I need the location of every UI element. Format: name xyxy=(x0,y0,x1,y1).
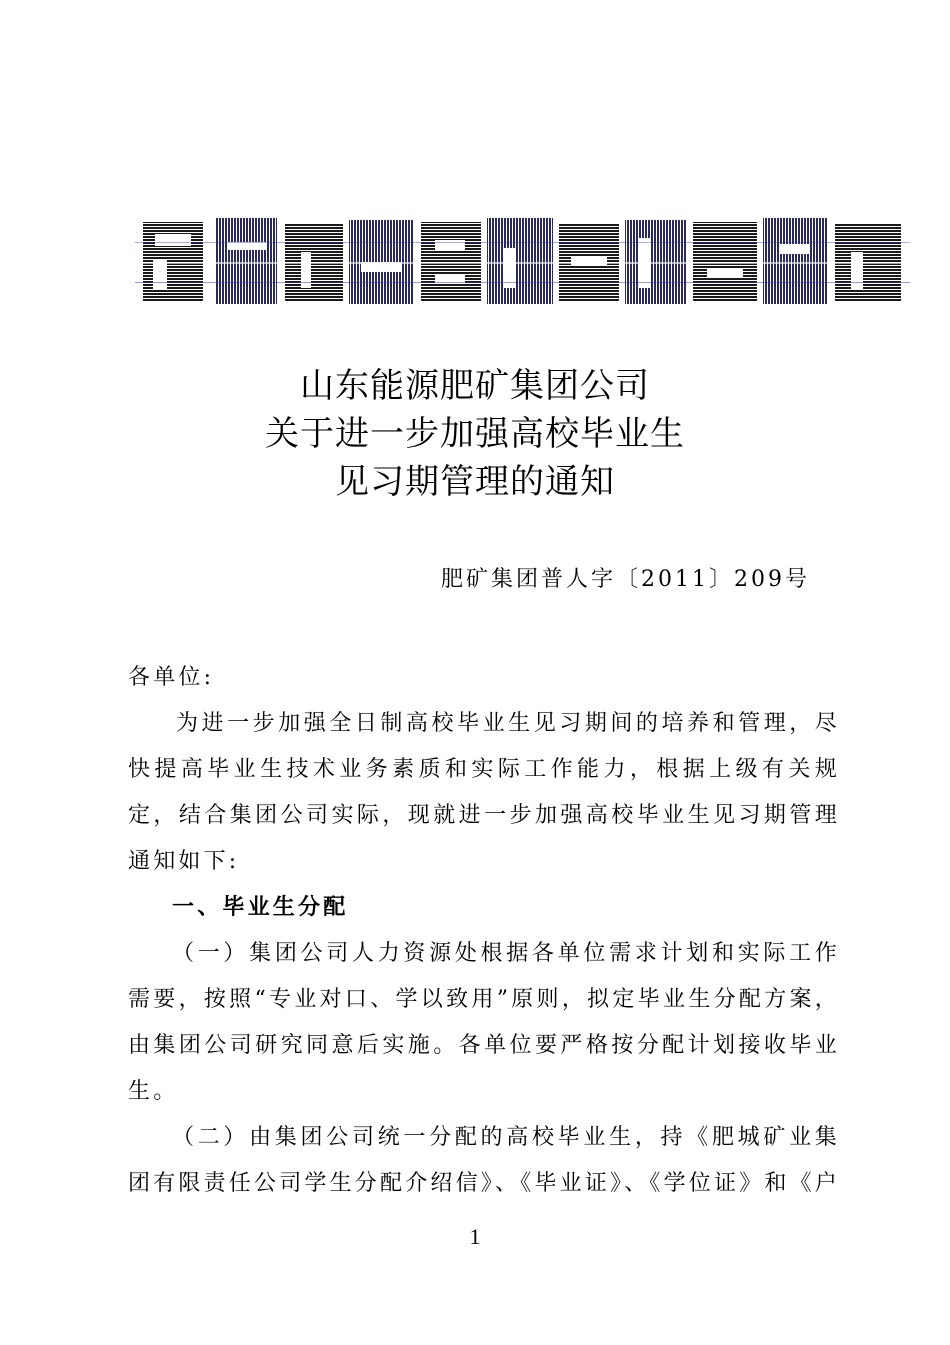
paragraph-item-2: （二）由集团公司统一分配的高校毕业生，持《肥城矿业集团有限责任公司学生分配介绍信》、《毕业证》、《学位证》和《户 xyxy=(128,1125,841,1196)
paragraph-item-1: （一）集团公司人力资源处根据各单位需求计划和实际工作需要，按照“专业对口、学以致用”原则，拟定毕业生分配方案，由集团公司研究同意后实施。各单位要严格按分配计划接收毕业生。 xyxy=(128,941,840,1104)
document-number: 肥矿集团普人字〔2011〕209号 xyxy=(441,567,810,592)
letterhead-image xyxy=(135,212,910,312)
letterhead-banner xyxy=(135,212,910,312)
section-heading-1: 一、毕业生分配 xyxy=(172,895,349,920)
title-line-2: 关于进一步加强高校毕业生 xyxy=(265,414,685,454)
document-body xyxy=(128,655,840,1207)
banner-glyphs xyxy=(135,218,910,304)
intro-paragraph: 为进一步加强全日制高校毕业生见习期间的培养和管理，尽快提高毕业生技术业务素质和实际工作能力，根据上级有关规定，结合集团公司实际，现就进一步加强高校毕业生见习期管理通知如下: xyxy=(128,711,840,874)
salutation: 各单位: xyxy=(128,665,215,690)
page-number: 1 xyxy=(469,1224,481,1249)
title-line-1: 山东能源肥矿集团公司 xyxy=(300,366,650,406)
title-line-3: 见习期管理的通知 xyxy=(335,462,615,502)
document-title xyxy=(0,362,950,506)
